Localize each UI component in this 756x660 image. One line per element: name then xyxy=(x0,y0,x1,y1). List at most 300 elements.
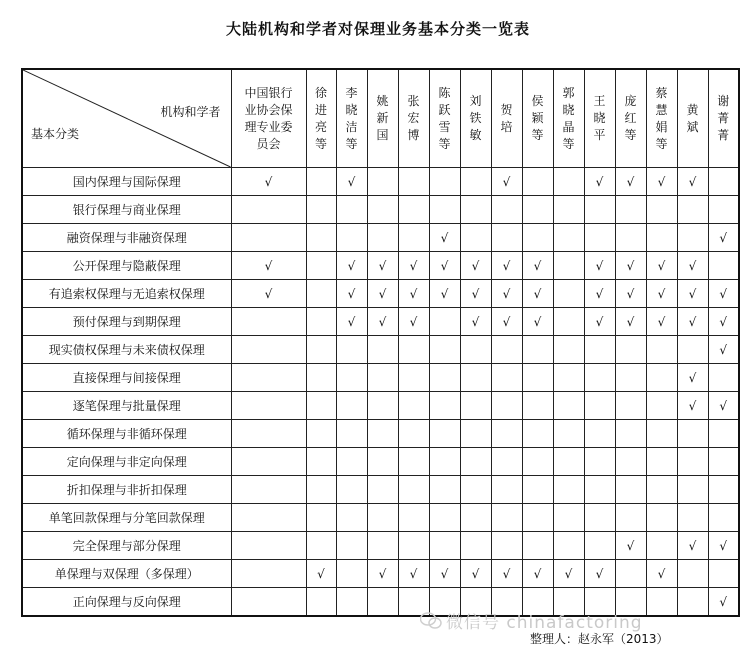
empty-cell xyxy=(231,308,306,336)
empty-cell xyxy=(615,196,646,224)
empty-cell xyxy=(491,476,522,504)
empty-cell xyxy=(306,224,336,252)
table-row xyxy=(22,196,739,224)
empty-cell xyxy=(522,476,553,504)
empty-cell xyxy=(398,532,429,560)
check-mark-cell: √ xyxy=(429,252,460,280)
empty-cell xyxy=(646,336,677,364)
check-mark-cell: √ xyxy=(429,280,460,308)
empty-cell xyxy=(460,476,491,504)
empty-cell xyxy=(677,196,708,224)
check-mark-cell: √ xyxy=(231,252,306,280)
row-label: 完全保理与部分保理 xyxy=(22,532,231,560)
empty-cell xyxy=(646,420,677,448)
check-mark-cell: √ xyxy=(460,308,491,336)
check-mark-cell: √ xyxy=(231,280,306,308)
empty-cell xyxy=(646,448,677,476)
check-mark-cell: √ xyxy=(646,252,677,280)
check-mark-cell: √ xyxy=(708,336,739,364)
empty-cell xyxy=(460,364,491,392)
empty-cell xyxy=(522,196,553,224)
empty-cell xyxy=(584,224,615,252)
check-mark-cell: √ xyxy=(336,308,367,336)
empty-cell xyxy=(708,476,739,504)
column-header-line: 蔡 xyxy=(655,85,668,100)
column-header-line: 娟 xyxy=(655,119,668,134)
empty-cell xyxy=(306,476,336,504)
column-header-line: 等 xyxy=(531,128,544,142)
empty-cell xyxy=(306,364,336,392)
table-row xyxy=(22,504,739,532)
check-mark-cell: √ xyxy=(708,588,739,617)
row-label: 预付保理与到期保理 xyxy=(22,308,231,336)
table-row xyxy=(22,224,739,252)
column-header xyxy=(336,69,367,168)
check-mark-cell: √ xyxy=(615,308,646,336)
check-mark-cell: √ xyxy=(522,308,553,336)
empty-cell xyxy=(522,336,553,364)
check-mark-cell: √ xyxy=(584,252,615,280)
empty-cell xyxy=(677,224,708,252)
empty-cell xyxy=(306,168,336,196)
empty-cell xyxy=(584,364,615,392)
column-header-line: 铁 xyxy=(469,111,482,125)
check-mark-cell: √ xyxy=(553,560,584,588)
empty-cell xyxy=(231,560,306,588)
empty-cell xyxy=(398,420,429,448)
row-label: 融资保理与非融资保理 xyxy=(22,224,231,252)
watermark: 微信号 chinafactoring xyxy=(446,613,643,633)
empty-cell xyxy=(429,532,460,560)
empty-cell xyxy=(336,392,367,420)
empty-cell xyxy=(708,168,739,196)
column-header-line: 陈 xyxy=(438,85,451,100)
empty-cell xyxy=(677,588,708,617)
header-row xyxy=(22,69,739,168)
empty-cell xyxy=(615,224,646,252)
column-header-line: 侯 xyxy=(531,94,544,108)
empty-cell xyxy=(522,168,553,196)
check-mark-cell: √ xyxy=(491,560,522,588)
empty-cell xyxy=(460,196,491,224)
column-header-line: 等 xyxy=(655,136,668,151)
column-header-line: 刘 xyxy=(469,94,482,108)
empty-cell xyxy=(367,336,398,364)
check-mark-cell: √ xyxy=(460,280,491,308)
check-mark-cell: √ xyxy=(429,560,460,588)
check-mark-cell: √ xyxy=(398,252,429,280)
row-label: 公开保理与隐蔽保理 xyxy=(22,252,231,280)
empty-cell xyxy=(522,448,553,476)
empty-cell xyxy=(615,504,646,532)
empty-cell xyxy=(429,168,460,196)
check-mark-cell: √ xyxy=(460,560,491,588)
check-mark-cell: √ xyxy=(615,168,646,196)
check-mark-cell: √ xyxy=(367,560,398,588)
empty-cell xyxy=(553,504,584,532)
check-mark-cell: √ xyxy=(491,308,522,336)
table-row xyxy=(22,364,739,392)
check-mark-cell: √ xyxy=(646,168,677,196)
empty-cell xyxy=(460,448,491,476)
empty-cell xyxy=(584,392,615,420)
column-header-line: 慧 xyxy=(655,102,668,117)
check-mark-cell: √ xyxy=(367,308,398,336)
row-label: 正向保理与反向保理 xyxy=(22,588,231,617)
empty-cell xyxy=(553,476,584,504)
check-mark-cell: √ xyxy=(677,168,708,196)
column-header-line: 菁 xyxy=(717,111,730,125)
column-header-line: 晶 xyxy=(562,119,575,134)
check-mark-cell: √ xyxy=(336,168,367,196)
column-header-line: 晓 xyxy=(345,102,358,117)
empty-cell xyxy=(615,420,646,448)
check-mark-cell: √ xyxy=(336,280,367,308)
empty-cell xyxy=(522,420,553,448)
corner-header xyxy=(22,69,231,168)
column-header-line: 平 xyxy=(593,128,606,142)
empty-cell xyxy=(367,364,398,392)
empty-cell xyxy=(367,588,398,617)
check-mark-cell: √ xyxy=(429,224,460,252)
empty-cell xyxy=(231,504,306,532)
empty-cell xyxy=(677,504,708,532)
row-label: 单保理与双保理（多保理） xyxy=(22,560,231,588)
empty-cell xyxy=(584,504,615,532)
table-body xyxy=(22,168,739,617)
column-header-line: 姚 xyxy=(376,94,389,108)
column-header-line: 斌 xyxy=(686,119,699,134)
check-mark-cell: √ xyxy=(336,252,367,280)
corner-label-institutions: 机构和学者 xyxy=(160,105,221,119)
column-header-line: 进 xyxy=(314,102,327,117)
empty-cell xyxy=(367,532,398,560)
empty-cell xyxy=(367,476,398,504)
empty-cell xyxy=(584,476,615,504)
table-row xyxy=(22,308,739,336)
column-header xyxy=(584,69,615,168)
empty-cell xyxy=(677,336,708,364)
table-row xyxy=(22,280,739,308)
check-mark-cell: √ xyxy=(677,532,708,560)
empty-cell xyxy=(460,420,491,448)
empty-cell xyxy=(231,532,306,560)
check-mark-cell: √ xyxy=(491,168,522,196)
column-header-line: 宏 xyxy=(407,111,420,125)
empty-cell xyxy=(367,504,398,532)
column-header xyxy=(677,69,708,168)
empty-cell xyxy=(398,336,429,364)
column-header-line: 跃 xyxy=(438,102,451,117)
empty-cell xyxy=(491,364,522,392)
column-header-line: 李 xyxy=(345,85,358,100)
empty-cell xyxy=(306,448,336,476)
check-mark-cell: √ xyxy=(584,308,615,336)
empty-cell xyxy=(491,224,522,252)
column-header-line: 雪 xyxy=(438,119,451,134)
table-row xyxy=(22,168,739,196)
column-header-line: 国 xyxy=(376,128,389,142)
empty-cell xyxy=(306,504,336,532)
check-mark-cell: √ xyxy=(231,168,306,196)
check-mark-cell: √ xyxy=(646,560,677,588)
empty-cell xyxy=(491,196,522,224)
empty-cell xyxy=(398,196,429,224)
empty-cell xyxy=(336,448,367,476)
empty-cell xyxy=(708,448,739,476)
check-mark-cell: √ xyxy=(367,280,398,308)
check-mark-cell: √ xyxy=(522,280,553,308)
empty-cell xyxy=(708,560,739,588)
column-header-line: 敏 xyxy=(469,128,482,142)
empty-cell xyxy=(367,392,398,420)
column-header xyxy=(553,69,584,168)
check-mark-cell: √ xyxy=(677,252,708,280)
empty-cell xyxy=(306,252,336,280)
empty-cell xyxy=(708,504,739,532)
empty-cell xyxy=(615,336,646,364)
column-header-line: 培 xyxy=(500,119,513,134)
empty-cell xyxy=(522,224,553,252)
check-mark-cell: √ xyxy=(584,280,615,308)
empty-cell xyxy=(553,532,584,560)
column-header-line: 王 xyxy=(593,94,606,108)
row-label: 折扣保理与非折扣保理 xyxy=(22,476,231,504)
empty-cell xyxy=(522,364,553,392)
empty-cell xyxy=(231,420,306,448)
empty-cell xyxy=(429,448,460,476)
row-label: 现实债权保理与未来债权保理 xyxy=(22,336,231,364)
empty-cell xyxy=(553,196,584,224)
empty-cell xyxy=(429,308,460,336)
check-mark-cell: √ xyxy=(708,308,739,336)
empty-cell xyxy=(491,336,522,364)
empty-cell xyxy=(306,280,336,308)
check-mark-cell: √ xyxy=(646,308,677,336)
column-header-line: 博 xyxy=(407,128,420,142)
compiler-note: 整理人：赵永军（2013） xyxy=(530,632,669,646)
empty-cell xyxy=(615,560,646,588)
empty-cell xyxy=(306,588,336,617)
column-header xyxy=(306,69,336,168)
empty-cell xyxy=(231,224,306,252)
check-mark-cell: √ xyxy=(677,392,708,420)
empty-cell xyxy=(306,308,336,336)
empty-cell xyxy=(367,420,398,448)
check-mark-cell: √ xyxy=(615,532,646,560)
column-header-line: 理专业委 xyxy=(244,119,293,134)
check-mark-cell: √ xyxy=(708,392,739,420)
check-mark-cell: √ xyxy=(522,560,553,588)
empty-cell xyxy=(553,336,584,364)
empty-cell xyxy=(615,364,646,392)
empty-cell xyxy=(460,168,491,196)
empty-cell xyxy=(553,420,584,448)
check-mark-cell: √ xyxy=(398,560,429,588)
empty-cell xyxy=(522,504,553,532)
empty-cell xyxy=(553,224,584,252)
empty-cell xyxy=(677,448,708,476)
empty-cell xyxy=(306,196,336,224)
empty-cell xyxy=(231,196,306,224)
empty-cell xyxy=(646,588,677,617)
row-label: 循环保理与非循环保理 xyxy=(22,420,231,448)
check-mark-cell: √ xyxy=(677,364,708,392)
empty-cell xyxy=(460,336,491,364)
check-mark-cell: √ xyxy=(677,280,708,308)
empty-cell xyxy=(584,448,615,476)
table-row xyxy=(22,252,739,280)
table-row xyxy=(22,448,739,476)
empty-cell xyxy=(429,504,460,532)
empty-cell xyxy=(336,196,367,224)
check-mark-cell: √ xyxy=(460,252,491,280)
empty-cell xyxy=(646,392,677,420)
empty-cell xyxy=(336,224,367,252)
empty-cell xyxy=(429,476,460,504)
empty-cell xyxy=(522,392,553,420)
empty-cell xyxy=(491,504,522,532)
empty-cell xyxy=(306,532,336,560)
empty-cell xyxy=(429,196,460,224)
check-mark-cell: √ xyxy=(646,280,677,308)
empty-cell xyxy=(491,420,522,448)
empty-cell xyxy=(398,168,429,196)
empty-cell xyxy=(646,476,677,504)
empty-cell xyxy=(336,588,367,617)
column-header xyxy=(460,69,491,168)
check-mark-cell: √ xyxy=(677,308,708,336)
empty-cell xyxy=(429,336,460,364)
column-header-line: 谢 xyxy=(717,94,730,108)
check-mark-cell: √ xyxy=(522,252,553,280)
empty-cell xyxy=(460,532,491,560)
empty-cell xyxy=(336,476,367,504)
empty-cell xyxy=(460,224,491,252)
empty-cell xyxy=(646,364,677,392)
check-mark-cell: √ xyxy=(306,560,336,588)
empty-cell xyxy=(231,364,306,392)
empty-cell xyxy=(584,420,615,448)
wechat-icon xyxy=(420,612,442,630)
empty-cell xyxy=(615,392,646,420)
empty-cell xyxy=(708,196,739,224)
empty-cell xyxy=(460,392,491,420)
column-header-line: 洁 xyxy=(345,119,358,134)
empty-cell xyxy=(367,196,398,224)
empty-cell xyxy=(398,448,429,476)
column-header-line: 菁 xyxy=(717,128,730,142)
empty-cell xyxy=(231,588,306,617)
empty-cell xyxy=(398,224,429,252)
empty-cell xyxy=(398,504,429,532)
column-header xyxy=(615,69,646,168)
column-header-line: 等 xyxy=(345,136,358,151)
empty-cell xyxy=(231,448,306,476)
column-header-line: 颖 xyxy=(531,111,544,125)
empty-cell xyxy=(615,476,646,504)
empty-cell xyxy=(398,364,429,392)
empty-cell xyxy=(677,420,708,448)
empty-cell xyxy=(306,336,336,364)
empty-cell xyxy=(336,336,367,364)
empty-cell xyxy=(491,532,522,560)
check-mark-cell: √ xyxy=(491,280,522,308)
column-header-line: 业协会保 xyxy=(244,102,293,117)
empty-cell xyxy=(367,168,398,196)
empty-cell xyxy=(336,504,367,532)
empty-cell xyxy=(231,336,306,364)
column-header-line: 庞 xyxy=(624,94,637,108)
empty-cell xyxy=(429,420,460,448)
empty-cell xyxy=(460,504,491,532)
empty-cell xyxy=(336,364,367,392)
empty-cell xyxy=(231,392,306,420)
empty-cell xyxy=(367,224,398,252)
empty-cell xyxy=(708,364,739,392)
empty-cell xyxy=(646,532,677,560)
column-header-line: 徐 xyxy=(314,85,327,100)
column-header xyxy=(522,69,553,168)
empty-cell xyxy=(367,448,398,476)
column-header-line: 郭 xyxy=(562,85,575,100)
table-row xyxy=(22,560,739,588)
check-mark-cell: √ xyxy=(708,532,739,560)
check-mark-cell: √ xyxy=(491,252,522,280)
check-mark-cell: √ xyxy=(584,168,615,196)
column-header-line: 等 xyxy=(314,136,327,151)
column-header xyxy=(429,69,460,168)
empty-cell xyxy=(584,196,615,224)
empty-cell xyxy=(429,364,460,392)
column-header-line: 黄 xyxy=(686,102,699,117)
check-mark-cell: √ xyxy=(708,280,739,308)
column-header xyxy=(646,69,677,168)
empty-cell xyxy=(553,252,584,280)
empty-cell xyxy=(677,560,708,588)
check-mark-cell: √ xyxy=(398,308,429,336)
row-label: 有追索权保理与无追索权保理 xyxy=(22,280,231,308)
column-header xyxy=(491,69,522,168)
column-header-line: 晓 xyxy=(593,111,606,125)
empty-cell xyxy=(553,392,584,420)
classification-table xyxy=(21,68,740,617)
empty-cell xyxy=(491,448,522,476)
column-header-line: 等 xyxy=(562,136,575,151)
row-label: 直接保理与间接保理 xyxy=(22,364,231,392)
empty-cell xyxy=(491,392,522,420)
empty-cell xyxy=(553,448,584,476)
empty-cell xyxy=(398,476,429,504)
column-header-line: 红 xyxy=(624,111,637,125)
empty-cell xyxy=(615,448,646,476)
column-header-line: 新 xyxy=(376,111,389,125)
table-row xyxy=(22,392,739,420)
row-label: 单笔回款保理与分笔回款保理 xyxy=(22,504,231,532)
row-label: 逐笔保理与批量保理 xyxy=(22,392,231,420)
empty-cell xyxy=(336,532,367,560)
empty-cell xyxy=(646,504,677,532)
empty-cell xyxy=(584,532,615,560)
check-mark-cell: √ xyxy=(398,280,429,308)
column-header xyxy=(367,69,398,168)
column-header-line: 贺 xyxy=(500,102,513,117)
empty-cell xyxy=(677,476,708,504)
empty-cell xyxy=(553,280,584,308)
table-row xyxy=(22,336,739,364)
column-header-line: 亮 xyxy=(314,119,327,134)
empty-cell xyxy=(231,476,306,504)
